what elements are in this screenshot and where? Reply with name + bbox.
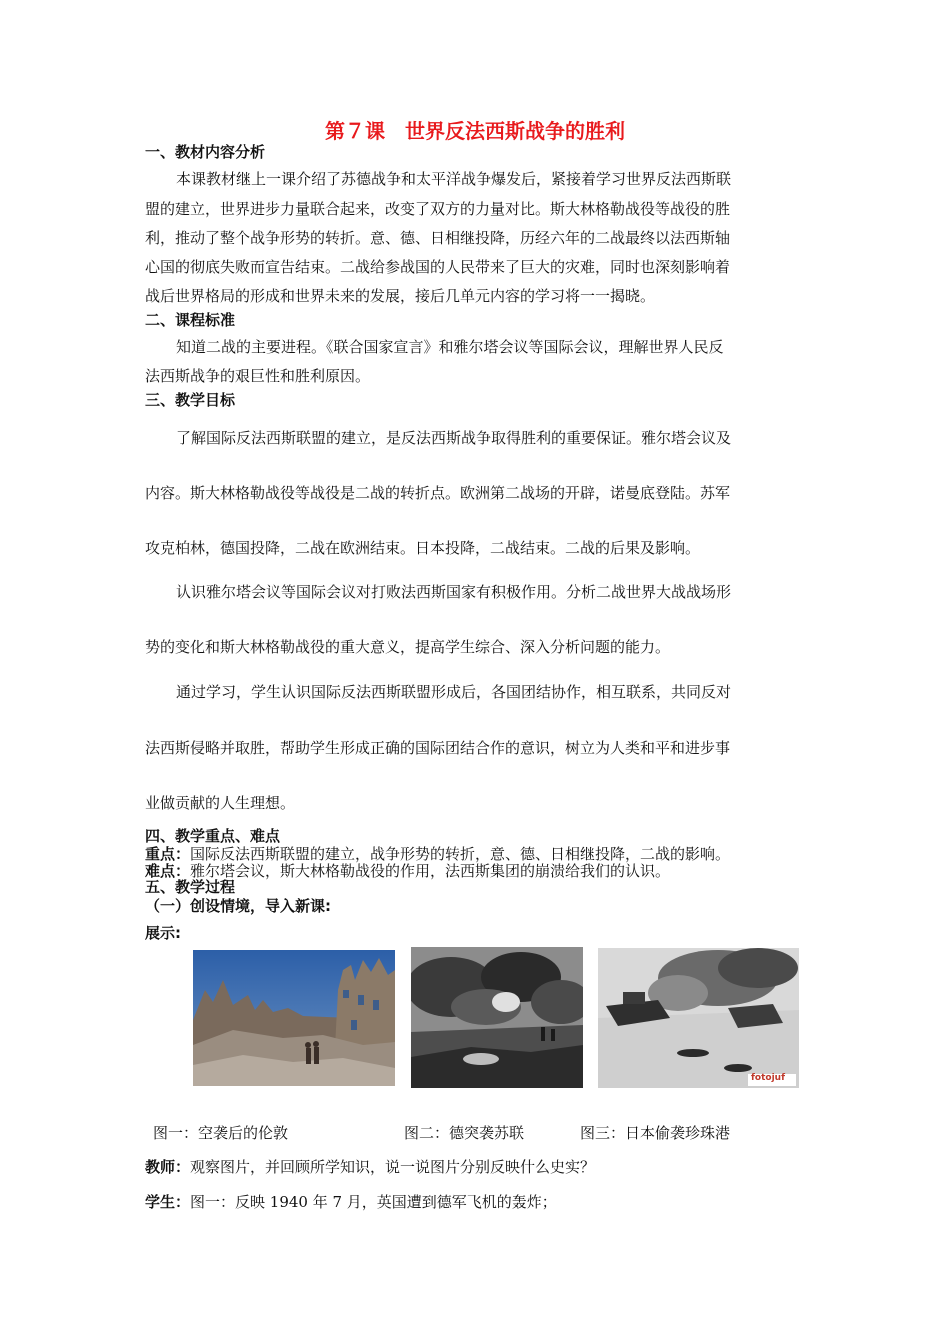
lesson-title xyxy=(0,118,950,144)
section-heading-process: 五、教学过程 xyxy=(145,878,236,896)
paragraph-line: 认识雅尔塔会议等国际会议对打败法西斯国家有积极作用。分析二战世界大战战场形 xyxy=(176,583,732,601)
student-label: 学生： xyxy=(145,1193,191,1211)
teacher-label: 教师： xyxy=(145,1158,191,1176)
paragraph-line: 法西斯战争的艰巨性和胜利原因。 xyxy=(145,367,371,385)
paragraph-line: 本课教材继上一课介绍了苏德战争和太平洋战争爆发后，紧接着学习世界反法西斯联 xyxy=(176,170,732,188)
key-point-line xyxy=(145,846,730,862)
teacher-line xyxy=(145,1157,595,1177)
lesson-number: 第７课 xyxy=(325,119,385,143)
section-heading-key-points: 四、教学重点、难点 xyxy=(145,827,281,845)
section-heading-standard: 二、课程标准 xyxy=(145,311,236,329)
section-heading-goals: 三、教学目标 xyxy=(145,391,236,409)
paragraph-line: 攻克柏林，德国投降，二战在欧洲结束。日本投降，二战结束。二战的后果及影响。 xyxy=(145,539,701,557)
section-heading-analysis: 一、教材内容分析 xyxy=(145,143,266,161)
student-line xyxy=(145,1192,557,1212)
paragraph-line: 通过学习，学生认识国际反法西斯联盟形成后，各国团结协作，相互联系，共同反对 xyxy=(176,683,732,701)
paragraph-line: 业做贡献的人生理想。 xyxy=(145,794,296,812)
teacher-text: 观察图片，并回顾所学知识，说一说图片分别反映什么史实？ xyxy=(190,1158,596,1176)
paragraph-line: 法西斯侵略并取胜，帮助学生形成正确的国际团结合作的意识，树立为人类和平和进步事 xyxy=(145,739,731,757)
key-point-label: 重点： xyxy=(145,845,191,863)
student-text: 图一：反映 1940 年 7 月，英国遭到德军飞机的轰炸； xyxy=(190,1193,557,1211)
show-label: 展示: xyxy=(145,924,181,942)
paragraph-line: 知道二战的主要进程。《联合国家宣言》和雅尔塔会议等国际会议，理解世界人民反 xyxy=(176,338,724,356)
key-point-text: 国际反法西斯联盟的建立，战争形势的转折，意、德、日相继投降，二战的影响。 xyxy=(190,845,731,863)
caption-figure-2: 图二：德突袭苏联 xyxy=(404,1124,525,1142)
caption-figure-3: 图三：日本偷袭珍珠港 xyxy=(580,1124,731,1142)
paragraph-line: 盟的建立，世界进步力量联合起来，改变了双方的力量对比。斯大林格勒战役等战役的胜 xyxy=(145,200,731,218)
lesson-topic: 世界反法西斯战争的胜利 xyxy=(405,119,625,143)
photo-pearl-harbor xyxy=(598,948,799,1088)
paragraph-line: 了解国际反法西斯联盟的建立，是反法西斯战争取得胜利的重要保证。雅尔塔会议及 xyxy=(176,429,732,447)
paragraph-line: 势的变化和斯大林格勒战役的重大意义，提高学生综合、深入分析问题的能力。 xyxy=(145,638,671,656)
photo-london-ruins xyxy=(193,950,395,1086)
caption-figure-1: 图一：空袭后的伦敦 xyxy=(153,1124,289,1142)
photo-watermark: fotojuf xyxy=(751,1073,785,1083)
paragraph-line: 内容。斯大林格勒战役等战役是二战的转折点。欧洲第二战场的开辟，诺曼底登陆。苏军 xyxy=(145,484,731,502)
difficult-point-label: 难点： xyxy=(145,862,191,880)
difficult-point-text: 雅尔塔会议，斯大林格勒战役的作用，法西斯集团的崩溃给我们的认识。 xyxy=(190,862,671,880)
difficult-point-line xyxy=(145,863,670,879)
paragraph-line: 战后世界格局的形成和世界未来的发展，接后几单元内容的学习将一一揭晓。 xyxy=(145,287,656,305)
photo-german-attack xyxy=(411,947,583,1088)
paragraph-line: 心国的彻底失败而宣告结束。二战给参战国的人民带来了巨大的灾难，同时也深刻影响着 xyxy=(145,258,731,276)
paragraph-line: 利，推动了整个战争形势的转折。意、德、日相继投降，历经六年的二战最终以法西斯轴 xyxy=(145,229,731,247)
sub-heading-intro: （一）创设情境，导入新课: xyxy=(145,897,331,915)
